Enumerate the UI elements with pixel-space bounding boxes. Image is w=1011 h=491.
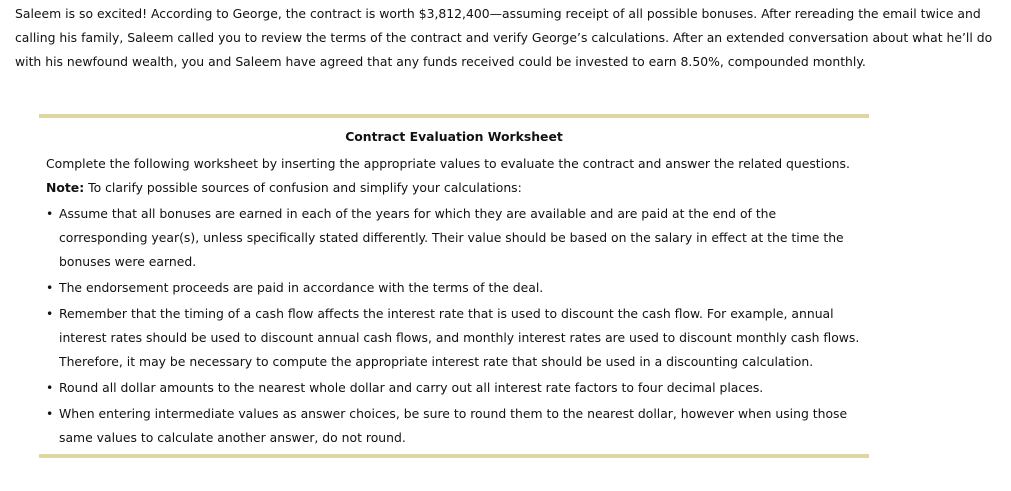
worksheet-note [46, 176, 522, 200]
bullet-item: • Remember that the timing of a cash flow affects the interest rate that is used to discount the cash flow. For example, annual interest rates should be used to discount annual cash flows, and monthly interest rates are used to discount monthly cash flows. Therefore, it may be necessary to compute the appropriate interest rate that should be used in a discounting calculation. [46, 302, 866, 374]
bullet-item: • Assume that all bonuses are earned in each of the years for which they are available and are paid at the end of the corresponding year(s), unless specifically stated differently. Their value should be based on the salary in effect at the time the bonuses were earned. [46, 202, 866, 274]
bullet-item: • Round all dollar amounts to the nearest whole dollar and carry out all interest rate factors to four decimal places. [46, 376, 866, 400]
note-text: To clarify possible sources of confusion and simplify your calculations: [84, 180, 522, 195]
worksheet-title: Contract Evaluation Worksheet [345, 129, 563, 144]
bullet-item: • The endorsement proceeds are paid in accordance with the terms of the deal. [46, 276, 866, 300]
note-label: Note: [46, 180, 85, 195]
bullet-item: • When entering intermediate values as answer choices, be sure to round them to the nearest dollar, however when using those same values to calculate another answer, do not round. [46, 402, 866, 450]
note-bullet-list [46, 202, 866, 452]
intro-paragraph: Saleem is so excited! According to George, the contract is worth $3,812,400—assuming receipt of all possible bonuses. After rereading the email twice and calling his family, Saleem called you to review the terms of the contract and verify George’s calculations. After an extended conversation about what he’ll do with his newfound wealth, you and Saleem have agreed that any funds received could be invested to earn 8.50%, compounded monthly. [15, 6, 993, 69]
worksheet-panel [39, 114, 869, 458]
worksheet-instructions: Complete the following worksheet by inserting the appropriate values to evaluate the contract and answer the related questions. [46, 156, 850, 171]
